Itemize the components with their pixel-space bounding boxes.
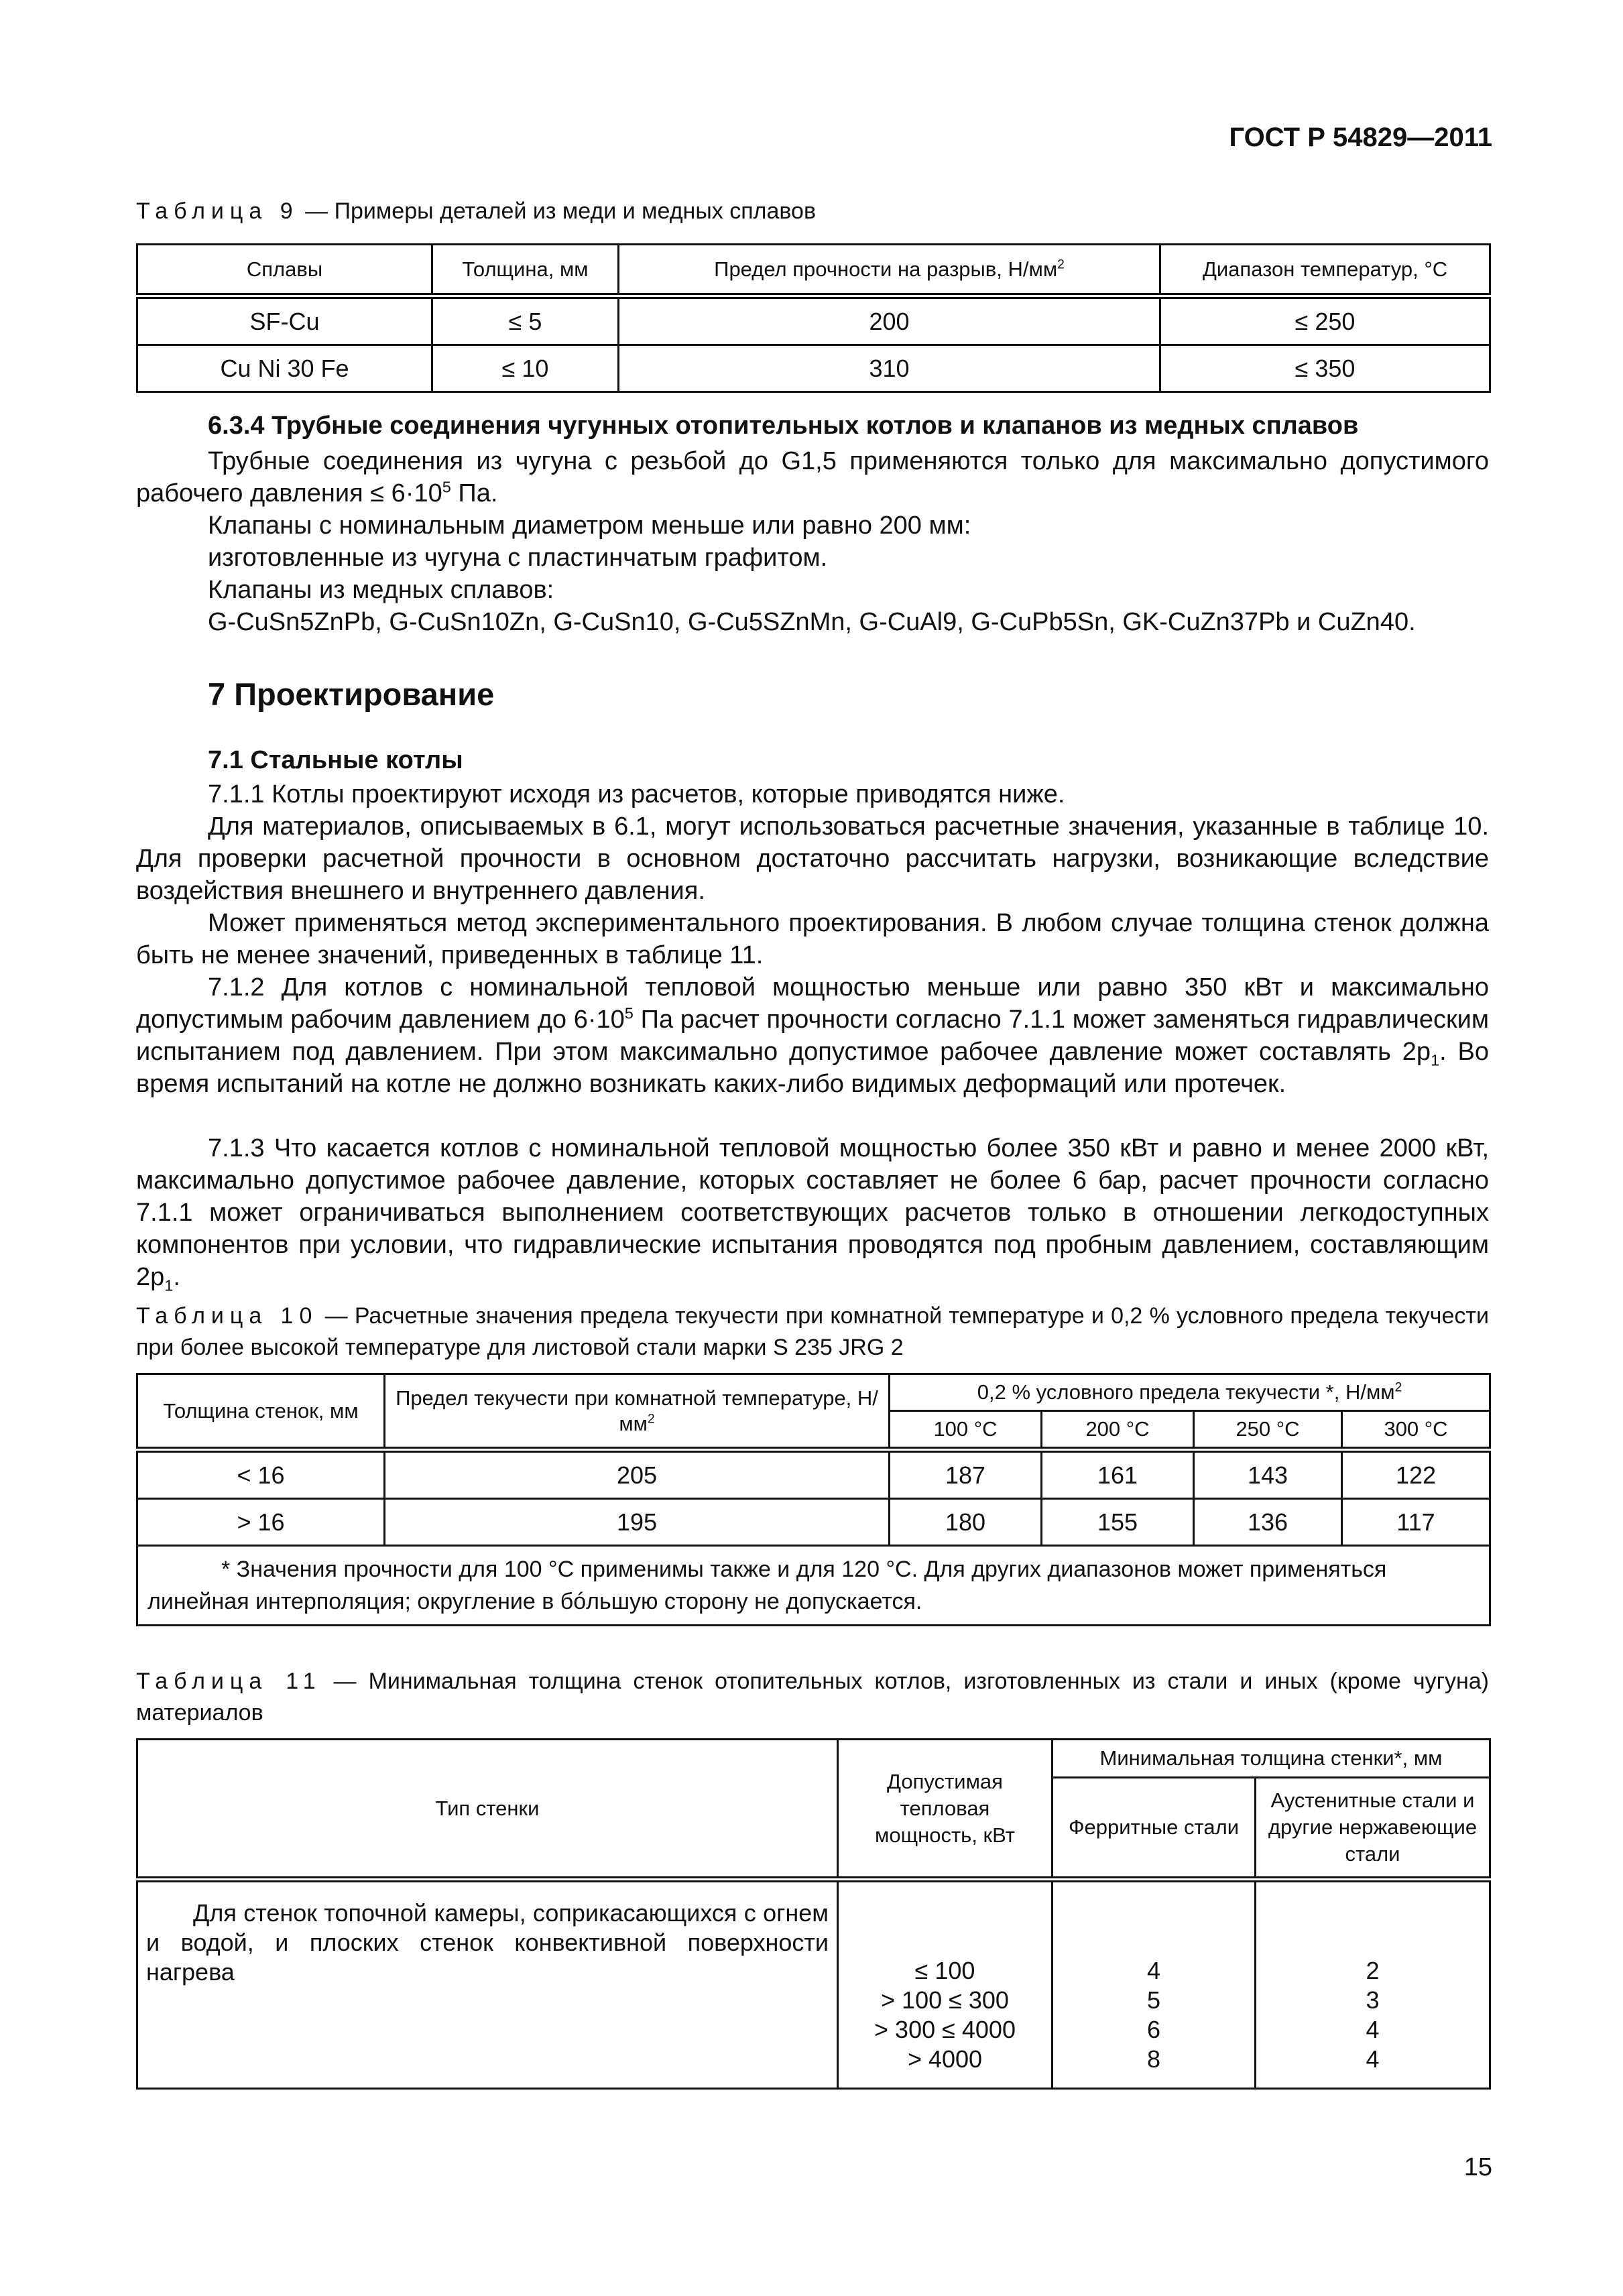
section-634-p1: [136, 445, 1489, 509]
table10-caption-text: — Расчетные значения предела текучести при комнатной температуре и 0,2 % условного предела текучести при более высокой температуре для листовой стали марки S 235 JRG 2: [136, 1303, 1489, 1360]
p712-text-b: Па расчет прочности согласно 7.1.1 может заменяться гидравлическим испытанием под давлением. При этом максимально допустимое рабочее давление может составлять 2р: [136, 1006, 1489, 1066]
table9-cell: Cu Ni 30 Fe: [137, 345, 432, 392]
table-row: [137, 1450, 1490, 1499]
table10: [136, 1373, 1491, 1626]
table-row: [137, 296, 1490, 345]
table9-header-alloys: Сплавы: [137, 245, 432, 296]
p712-sup: 5: [624, 1004, 634, 1022]
table10-cell: < 16: [137, 1450, 385, 1499]
table10-header-temp: 300 °С: [1342, 1411, 1490, 1450]
table11-austenitic-value: 4: [1366, 2016, 1380, 2043]
table10-cell: 180: [890, 1499, 1042, 1546]
table11-austenitic-value: 2: [1366, 1957, 1380, 1984]
section-634-title: 6.3.4 Трубные соединения чугунных отопительных котлов и клапанов из медных сплавов: [208, 412, 1359, 440]
table9-header-strength-sup: 2: [1057, 257, 1065, 272]
table10-cell: 117: [1342, 1499, 1490, 1546]
p1-text-b: Па.: [450, 479, 498, 507]
section-634-p2: Клапаны с номинальным диаметром меньше или равно 200 мм:: [208, 511, 971, 540]
table9-cell: ≤ 10: [432, 345, 619, 392]
table-row: [137, 1499, 1490, 1546]
table11-caption: [136, 1666, 1489, 1729]
section-634-p3: изготовленные из чугуна с пластинчатым графитом.: [208, 544, 828, 572]
table11-austenitic-value: 3: [1366, 1986, 1380, 2014]
table11-header-min: Минимальная толщина стенки*, мм: [1053, 1740, 1490, 1778]
section-634-p5: G-CuSn5ZnPb, G-CuSn10Zn, G-CuSn10, G-Cu5SZnMn, G-CuAl9, G-CuPb5Sn, GK-CuZn37Pb и CuZn40.: [208, 608, 1416, 636]
table11-power-value: > 300 ≤ 4000: [874, 2016, 1016, 2043]
table11-header-power: Допустимая тепловая мощность, кВт: [838, 1740, 1053, 1880]
section-71-title: 7.1 Стальные котлы: [208, 746, 463, 774]
table11-power-value: > 4000: [907, 2045, 983, 2073]
table10-caption: [136, 1301, 1489, 1364]
table10-cell: 187: [890, 1450, 1042, 1499]
table10-header-proof-text: 0,2 % условного предела текучести *, Н/мм: [977, 1380, 1395, 1404]
section-634-p4: Клапаны из медных сплавов:: [208, 576, 554, 604]
p713-sub: 1: [164, 1276, 174, 1294]
table11-caption-text: — Минимальная толщина стенок отопительных котлов, изготовленных из стали и иных (кроме чугуна) материалов: [136, 1669, 1489, 1726]
table10-cell: 205: [385, 1450, 890, 1499]
table11-row-desc: Для стенок топочной камеры, соприкасающихся с огнем и водой, и плоских стенок конвективной поверхности нагрева: [137, 1880, 838, 2089]
table11-austenitic-value: 4: [1366, 2045, 1380, 2073]
p712-text-c: . Во время испытаний на котле не должно возникать каких-либо видимых деформаций или протечек.: [136, 1038, 1489, 1098]
table9-caption-label: Таблица 9: [136, 198, 299, 224]
table11-ferritic-value: 6: [1146, 2016, 1161, 2043]
table11-header-austenitic: Аустенитные стали и другие нержавеющие стали: [1256, 1778, 1490, 1880]
page-number: 15: [1463, 2153, 1492, 2181]
table10-header-yield: [385, 1374, 890, 1450]
document-header: ГОСТ Р 54829—2011: [1229, 123, 1492, 152]
table11-ferritic-cell: [1053, 1880, 1256, 2089]
table10-cell: 161: [1042, 1450, 1194, 1499]
table10-footnote-text: * Значения прочности для 100 °С применимы также и для 120 °С. Для других диапазонов может применяться линейная интерполяция; округление в бóльшую сторону не допускается.: [147, 1557, 1387, 1614]
table11-austenitic-cell: [1256, 1880, 1490, 2089]
table11-power-cell: [838, 1880, 1053, 2089]
table9-cell: ≤ 5: [432, 296, 619, 345]
table10-header-proof-sup: 2: [1394, 1380, 1402, 1395]
table9-caption: [136, 196, 816, 227]
table10-header-temp: 100 °С: [890, 1411, 1042, 1450]
section-713-p: [136, 1132, 1489, 1293]
table11-power-value: > 100 ≤ 300: [881, 1986, 1009, 2014]
table-row: [137, 345, 1490, 392]
p712-sub: 1: [1431, 1051, 1440, 1069]
table9-header-strength-text: Предел прочности на разрыв, Н/мм: [714, 257, 1058, 281]
table9-header-strength: [619, 245, 1160, 296]
table10-caption-label: Таблица 10: [136, 1303, 318, 1329]
table10-cell: 195: [385, 1499, 890, 1546]
table10-cell: 155: [1042, 1499, 1194, 1546]
table10-cell: 143: [1194, 1450, 1342, 1499]
table10-cell: > 16: [137, 1499, 385, 1546]
table10-header-yield-text: Предел текучести при комнатной температуре, Н/мм: [396, 1386, 878, 1435]
section-711-p: 7.1.1 Котлы проектируют исходя из расчетов, которые приводятся ниже.: [208, 780, 1065, 808]
table10-cell: 136: [1194, 1499, 1342, 1546]
table9: [136, 243, 1491, 393]
table-row: [137, 1880, 1490, 2089]
table9-cell: ≤ 350: [1160, 345, 1490, 392]
table9-header-thickness: Толщина, мм: [432, 245, 619, 296]
table9-caption-text: — Примеры деталей из меди и медных сплавов: [298, 198, 817, 224]
table9-cell: SF-Cu: [137, 296, 432, 345]
p1-sup: 5: [442, 478, 451, 496]
table9-cell: 310: [619, 345, 1160, 392]
table10-header-thickness: Толщина стенок, мм: [137, 1374, 385, 1450]
table10-header-temp: 250 °С: [1194, 1411, 1342, 1450]
table11-ferritic-value: 4: [1146, 1957, 1161, 1984]
section-712-p: [136, 971, 1489, 1100]
p1-text-a: Трубные соединения из чугуна с резьбой до G1,5 применяются только для максимально допустимого рабочего давления ≤ 6·10: [136, 447, 1489, 507]
table11-caption-label: Таблица 11: [136, 1669, 322, 1694]
p713-text-a: 7.1.3 Что касается котлов с номинальной тепловой мощностью более 350 кВт и равно и менее 2000 кВт, максимально допустимое рабочее давление, которых составляет не более 6 бар, расчет прочности согласно 7.1.1 может ограничиваться выполнением соответствующих расчетов только в отношении легкодоступных компонентов при условии, что гидравлические испытания проводятся под пробным давлением, составляющим 2р: [136, 1134, 1489, 1291]
table9-cell: 200: [619, 296, 1160, 345]
table10-header-yield-sup: 2: [647, 1412, 655, 1427]
table10-header-proof: [890, 1374, 1490, 1411]
table10-header-temp: 200 °С: [1042, 1411, 1194, 1450]
table11-ferritic-value: 5: [1146, 1986, 1161, 2014]
table11: [136, 1738, 1491, 2090]
p712-text-a: 7.1.2 Для котлов с номинальной тепловой мощностью меньше или равно 350 кВт и максимально допустимым рабочим давлением до 6·10: [136, 973, 1489, 1034]
p713-text-b: .: [173, 1263, 180, 1291]
table11-ferritic-value: 8: [1146, 2045, 1161, 2073]
table11-header-type: Тип стенки: [137, 1740, 838, 1880]
section-711-p2: Для материалов, описываемых в 6.1, могут использоваться расчетные значения, указанные в таблице 10. Для проверки расчетной прочности в основном достаточно рассчитать нагрузки, возникающие вследствие воздействия внешнего и внутреннего давления.: [136, 812, 1489, 905]
table9-header-temp: Диапазон температур, °C: [1160, 245, 1490, 296]
table9-cell: ≤ 250: [1160, 296, 1490, 345]
section-7-title: 7 Проектирование: [208, 676, 495, 712]
section-711-p3: Может применяться метод экспериментального проектирования. В любом случае толщина стенок должна быть не менее значений, приведенных в таблице 11.: [136, 909, 1489, 969]
table10-cell: 122: [1342, 1450, 1490, 1499]
table11-header-ferritic: Ферритные стали: [1053, 1778, 1256, 1880]
table11-power-value: ≤ 100: [914, 1957, 975, 1984]
table10-footnote: [137, 1546, 1490, 1626]
